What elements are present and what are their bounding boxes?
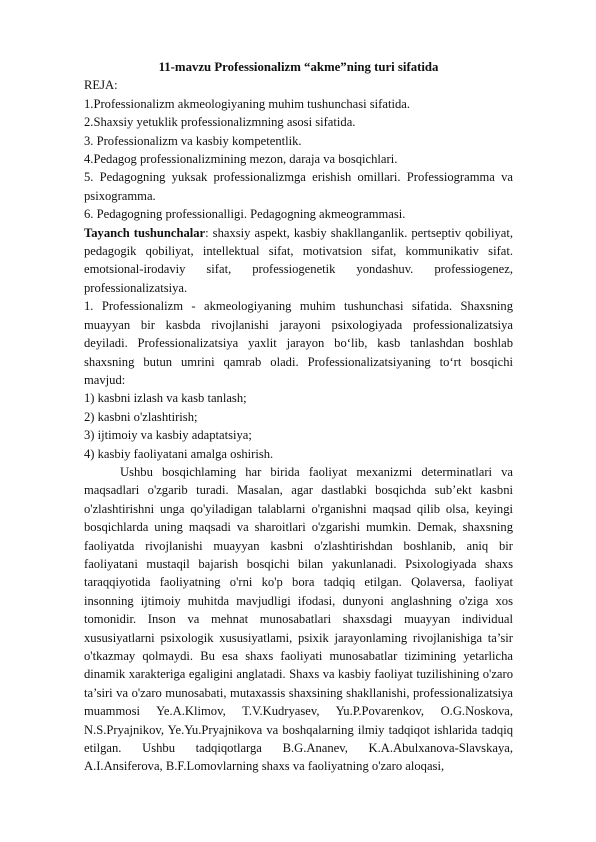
plan-item-1: 1.Professionalizm akmeologiyaning muhim tushunchasi sifatida.: [84, 96, 410, 111]
section-1-paragraph: 1. Professionalizm - akmeologiyaning muhim tushunchasi sifatida. Shaxsning muayyan bir kasbda rivojlanishi jarayoni psixologiyada professionalizatsiya deyiladi. Professionalizatsiya yaxlit jarayon bo‘lib, kasb tanlashdan boshlab shaxsning butun umrini qamrab oladi. Professionalizatsiyaning to‘rt bosqichi mavjud:: [84, 299, 513, 387]
plan-item-3: 3. Professionalizm va kasbiy kompetentlik.: [84, 133, 302, 148]
keywords-paragraph: [84, 224, 513, 298]
stage-item-3: 3) ijtimoiy va kasbiy adaptatsiya;: [84, 428, 252, 443]
plan-item-4: 4.Pedagog professionalizmining mezon, daraja va bosqichlari.: [84, 152, 398, 167]
plan-item-6: 6. Pedagogning professionalligi. Pedagogning akmeogrammasi.: [84, 207, 406, 222]
plan-item-5: 5. Pedagogning yuksak professionalizmga erishish omillari. Professiogramma va psixogramma.: [84, 170, 513, 203]
lecture-title: 11-mavzu Professionalizm “akme”ning turi sifatida: [158, 60, 439, 74]
stage-item-2: 2) kasbni o'zlashtirish;: [84, 409, 198, 424]
body-paragraph: Ushbu bosqichlaming har birida faoliyat mexanizmi determinatlari va maqsadlari o'zgarib turadi. Masalan, agar dastlabki bosqichda sub’ekt kasbni o'zlashtirishni unga qo'yiladigan talablarni o'rganishni maqsad qilib olsa, keyingi bosqichlarda uning maqsadi va sharoitlari o'zgarishi mumkin. Demak, shaxsning faoliyatda rivojlanishi muayyan kasbni o'zlashtirishdan boshlanib, aniq bir faoliyatani mustaqil bajarish bosqichi bilan yakunlanadi. Psixologiyada shaxs taraqqiyotida faoliyatning o'rni ko'p bora tadqiq etilgan. Qolaversa, faoliyat insonning ijtimoiy muhitda mavjudligi ifodasi, dunyoni anglashning o'ziga xos tomonidir. Inson va mehnat munosabatlari shaxsdagi muayyan individual xususiyatlarni psixologik xususiyatlami, psixik jarayonlaming rivojlanishiga ta’sir o'tkazmay qolmaydi. Bu esa shaxs faoliyati munosabatlar tizimining yetarlicha dinamik xarakteriga egaligini anglatadi. Shaxs va kasbiy faoliyat tuzilishining o'zaro ta’siri va o'zaro munosabati, mutaxassis shaxsining shakllanishi, professionalizatsiya muammosi Ye.A.Klimov, T.V.Kudryasev, Yu.P.Povarenkov, O.G.Noskova, N.S.Pryajnikov, Ye.Yu.Pryajnikova va boshqalarning ilmiy tadqiqot ishlarida tadqiq etilgan. Ushbu tadqiqotlarga B.G.Ananev, K.A.Abulxanova-Slavskaya, A.I.Ansiferova, B.F.Lomovlarning shaxs va faoliyatning o'zaro aloqasi,: [84, 464, 513, 774]
document-page: [84, 58, 513, 776]
keywords-text: : shaxsiy aspekt, kasbiy shakllanganlik. pertseptiv qobiliyat, pedagogik qobiliyat, intellektual sifat, motivatsion sifat, kommunikativ sifat. emotsional-irodaviy sifat, professiogenetik yondashuv. professiogenez, professionalizatsiya.: [84, 225, 513, 295]
stage-item-1: 1) kasbni izlash va kasb tanlash;: [84, 391, 247, 406]
stage-item-4: 4) kasbiy faoliyatani amalga oshirish.: [84, 446, 274, 461]
plan-heading: REJA:: [84, 78, 118, 93]
plan-item-2: 2.Shaxsiy yetuklik professionalizmning asosi sifatida.: [84, 115, 356, 130]
keywords-label: Tayanch tushunchalar: [84, 225, 206, 240]
